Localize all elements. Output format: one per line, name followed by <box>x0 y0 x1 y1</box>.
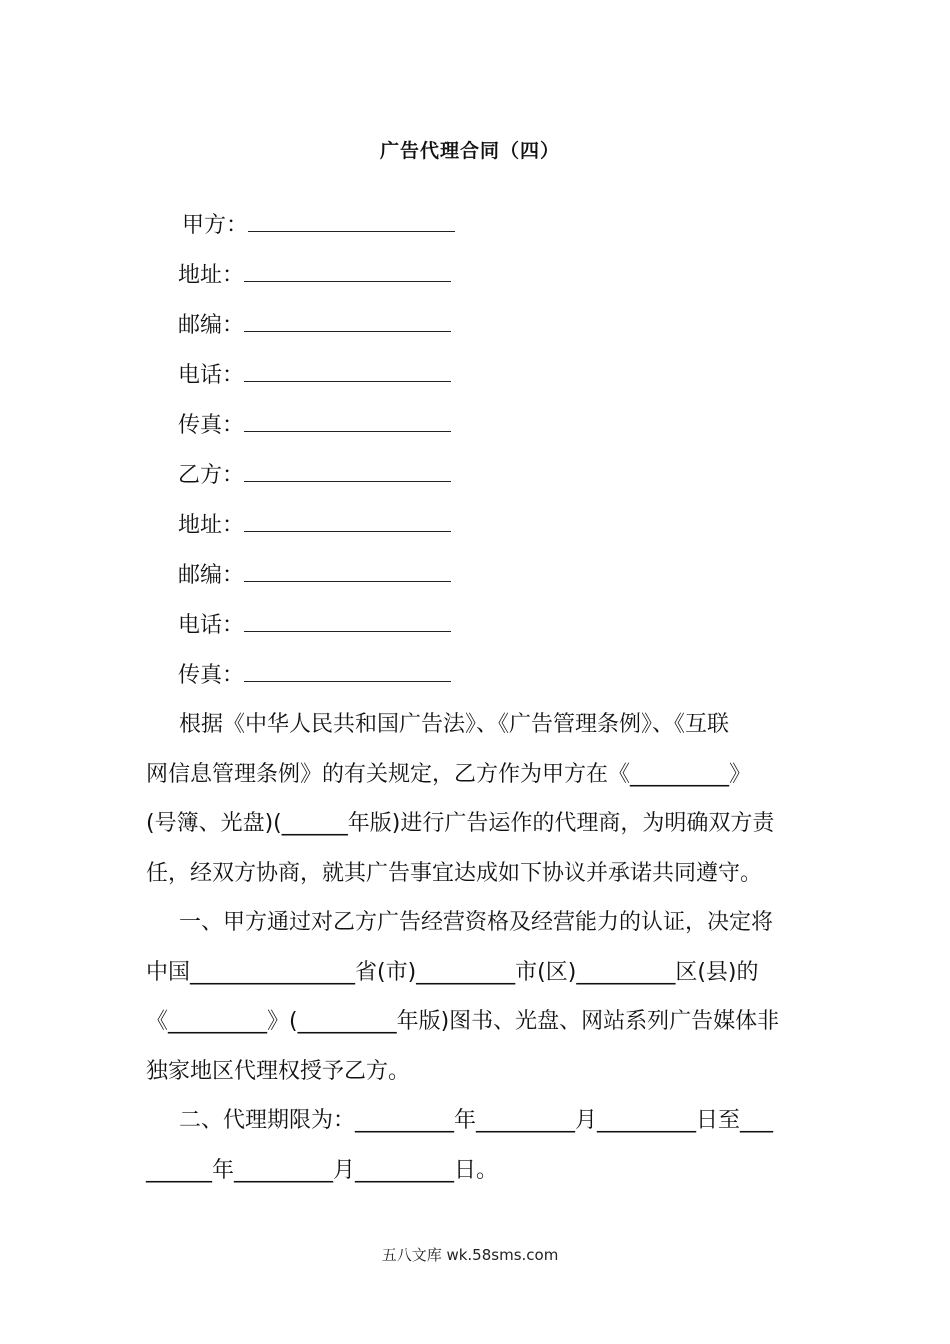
party-a-phone-blank <box>244 355 451 382</box>
party-b-phone-label: 电话： <box>178 613 245 638</box>
party-b-phone-blank <box>244 605 451 632</box>
footer-watermark: 五八文库 wk.58sms.com <box>381 1246 559 1264</box>
party-a-address-blank <box>244 255 451 282</box>
party-b-address-label: 地址： <box>178 513 245 538</box>
clause-1-paragraph <box>146 898 808 1096</box>
party-b-name-blank <box>244 455 451 482</box>
party-a-address-label: 地址： <box>178 263 245 288</box>
preamble-line-1: 根据《中华人民共和国广告法》、《广告管理条例》、《互联 <box>179 712 730 737</box>
preamble-line-2: 网信息管理条例》的有关规定，乙方作为甲方在《_________》 <box>146 761 752 787</box>
party-b-fax-field <box>178 655 455 705</box>
contract-body <box>146 700 808 1195</box>
preamble-paragraph <box>146 700 808 898</box>
party-a-zip-label: 邮编： <box>178 313 245 338</box>
clause-1-line-2: 中国_______________省(市)_________市(区)_________区(县)的 <box>146 959 759 985</box>
party-a-zip-field <box>178 305 455 355</box>
party-b-address-field <box>178 505 455 555</box>
clause-2-line-1: 二、代理期限为：_________年_________月_________日至___ <box>179 1108 774 1133</box>
party-a-fax-blank <box>244 405 451 432</box>
party-a-name-blank <box>248 205 455 232</box>
party-a-zip-blank <box>244 305 451 332</box>
clause-2-line-2: ______年_________月_________日。 <box>146 1157 499 1183</box>
party-fields <box>178 205 455 705</box>
party-b-address-blank <box>244 505 451 532</box>
party-a-phone-label: 电话： <box>178 363 245 388</box>
party-b-zip-field <box>178 555 455 605</box>
party-b-zip-blank <box>244 555 451 582</box>
party-a-address-field <box>178 255 455 305</box>
party-b-fax-label: 传真： <box>178 663 245 688</box>
party-a-fax-label: 传真： <box>178 413 245 438</box>
preamble-line-3: (号簿、光盘)(______年版)进行广告运作的代理商，为明确双方责 <box>146 811 775 836</box>
document-title: 广告代理合同（四） <box>379 140 560 162</box>
party-b-fax-blank <box>244 655 451 682</box>
party-b-phone-field <box>178 605 455 655</box>
party-b-name-field <box>178 455 455 505</box>
party-a-name-field <box>178 205 455 255</box>
preamble-line-4: 任，经双方协商，就其广告事宜达成如下协议并承诺共同遵守。 <box>146 860 763 886</box>
party-a-name-label: 甲方： <box>182 213 249 238</box>
clause-1-line-1: 一、甲方通过对乙方广告经营资格及经营能力的认证，决定将 <box>179 910 774 935</box>
party-a-phone-field <box>178 355 455 405</box>
party-b-zip-label: 邮编： <box>178 563 245 588</box>
party-a-fax-field <box>178 405 455 455</box>
party-b-name-label: 乙方： <box>178 463 245 488</box>
clause-1-line-4: 独家地区代理权授予乙方。 <box>146 1058 411 1084</box>
clause-2-paragraph <box>146 1096 808 1195</box>
clause-1-line-3: 《_________》(_________年版)图书、光盘、网站系列广告媒体非 <box>146 1009 780 1034</box>
